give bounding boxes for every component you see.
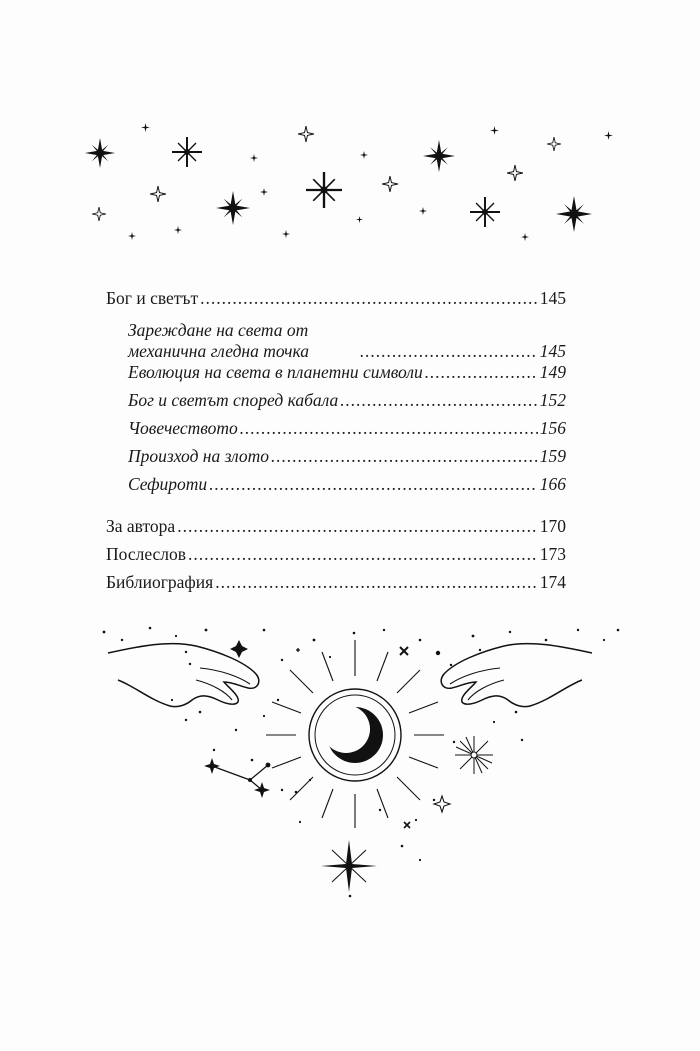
toc-page-number: 145 — [539, 341, 566, 361]
toc-entry-label: Произход на злото — [128, 446, 269, 466]
dot-leader — [200, 288, 538, 309]
toc-entry[interactable] — [106, 516, 566, 544]
dot-leader — [240, 418, 538, 439]
table-of-contents — [106, 288, 566, 600]
toc-entry-label: Еволюция на света в планетни символи — [128, 362, 423, 382]
toc-page-number: 166 — [539, 474, 566, 494]
dot-leader — [425, 362, 538, 383]
toc-entry-label: Библиография — [106, 572, 214, 592]
dot-leader — [340, 390, 537, 411]
toc-subentry[interactable] — [106, 362, 566, 390]
toc-subentry[interactable] — [106, 418, 566, 446]
toc-entry-label: За автора — [106, 516, 176, 536]
toc-page-number: 174 — [539, 572, 566, 592]
toc-subentry[interactable] — [106, 316, 566, 362]
toc-subentry[interactable] — [106, 390, 566, 418]
toc-entry-label: Бог и светът според кабала — [128, 390, 339, 410]
dot-leader — [215, 572, 538, 593]
toc-entry-label: Човечеството — [128, 418, 238, 438]
toc-page-number: 156 — [539, 418, 566, 438]
dot-leader — [188, 544, 538, 565]
stars-band-icon — [0, 110, 700, 270]
dot-leader — [177, 516, 538, 537]
toc-entry[interactable] — [106, 572, 566, 600]
toc-entry-label: Бог и светът — [106, 288, 199, 308]
toc-page-number: 152 — [539, 390, 566, 410]
toc-entry-label: Послеслов — [106, 544, 187, 564]
dot-leader — [271, 446, 538, 467]
hands-sun-moon-icon — [0, 610, 700, 900]
dot-leader — [360, 341, 538, 362]
toc-subentry[interactable] — [106, 474, 566, 502]
toc-entry[interactable] — [106, 288, 566, 316]
toc-entry[interactable] — [106, 544, 566, 572]
dot-leader — [209, 474, 538, 495]
toc-page-number: 149 — [539, 362, 566, 382]
toc-page-number: 170 — [539, 516, 566, 536]
toc-page-number: 173 — [539, 544, 566, 564]
toc-entry-label: Сефироти — [128, 474, 208, 494]
toc-page-number: 145 — [539, 288, 566, 308]
toc-subentry[interactable] — [106, 446, 566, 474]
toc-entry-label: Зареждане на света от механична гледна точка — [128, 320, 310, 361]
toc-page-number: 159 — [539, 446, 566, 466]
